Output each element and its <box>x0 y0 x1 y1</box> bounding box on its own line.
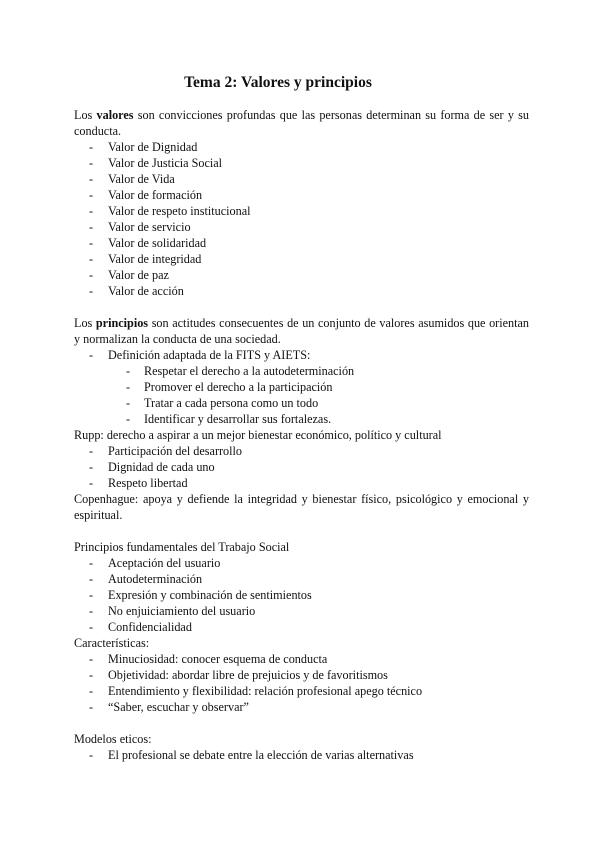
bullet-dash: - <box>89 172 94 186</box>
list-item-text: Valor de paz <box>108 268 169 282</box>
list-item-text: Valor de Vida <box>108 172 175 186</box>
bullet-dash: - <box>89 748 94 762</box>
copenhague-paragraph: Copenhague: apoya y defiende la integridad y bienestar físico, psicológico y emocional y espiritual. <box>74 492 529 522</box>
list-item-text: Valor de solidaridad <box>108 236 207 250</box>
principios-intro <box>74 315 529 347</box>
bullet-dash: - <box>89 572 94 586</box>
bullet-dash: - <box>89 252 94 266</box>
bullet-dash: - <box>89 348 94 362</box>
valores-term: valores <box>96 108 134 122</box>
modelos-heading: Modelos eticos: <box>74 732 152 746</box>
fundamentales-heading: Principios fundamentales del Trabajo Social <box>74 540 290 554</box>
list-item-text: Identificar y desarrollar sus fortalezas. <box>144 412 332 426</box>
bullet-dash: - <box>89 220 94 234</box>
page-title: Tema 2: Valores y principios <box>184 74 372 91</box>
list-item-text: No enjuiciamiento del usuario <box>108 604 256 618</box>
bullet-dash: - <box>89 604 94 618</box>
bullet-dash: - <box>89 268 94 282</box>
list-item-text: Tratar a cada persona como un todo <box>144 396 319 410</box>
list-item-text: Autodeterminación <box>108 572 203 586</box>
list-item-text: Dignidad de cada uno <box>108 460 215 474</box>
bullet-dash: - <box>126 364 131 378</box>
bullet-dash: - <box>89 652 94 666</box>
list-item-text: Entendimiento y flexibilidad: relación profesional apego técnico <box>108 684 423 698</box>
bullet-dash: - <box>89 460 94 474</box>
rupp-line: Rupp: derecho a aspirar a un mejor bienestar económico, político y cultural <box>74 428 442 442</box>
list-item-text: Respetar el derecho a la autodeterminación <box>144 364 355 378</box>
caracteristicas-heading: Características: <box>74 636 150 650</box>
valores-intro-pre: Los <box>74 108 93 122</box>
bullet-dash: - <box>126 396 131 410</box>
bullet-dash: - <box>89 284 94 298</box>
list-item-text: Minuciosidad: conocer esquema de conducta <box>108 652 328 666</box>
list-item-text: Confidencialidad <box>108 620 192 634</box>
valores-intro <box>74 107 529 139</box>
list-item-text: El profesional se debate entre la elección de varias alternativas <box>108 748 414 762</box>
bullet-dash: - <box>89 444 94 458</box>
principios-intro-post: son actitudes consecuentes de un conjunto de valores asumidos que orientan y normalizan la conducta de una sociedad. <box>74 316 530 346</box>
list-item-text: Expresión y combinación de sentimientos <box>108 588 312 602</box>
bullet-dash: - <box>89 140 94 154</box>
list-item-text: Valor de respeto institucional <box>108 204 251 218</box>
bullet-dash: - <box>89 204 94 218</box>
bullet-dash: - <box>126 380 131 394</box>
list-item-text: Participación del desarrollo <box>108 444 243 458</box>
bullet-dash: - <box>89 476 94 490</box>
valores-intro-post: son convicciones profundas que las personas determinan su forma de ser y su conducta. <box>74 108 529 138</box>
principios-term: principios <box>95 316 149 330</box>
bullet-dash: - <box>89 700 94 714</box>
list-item-text: Promover el derecho a la participación <box>144 380 333 394</box>
list-item-text: Valor de integridad <box>108 252 202 266</box>
bullet-dash: - <box>89 620 94 634</box>
list-item-text: Valor de formación <box>108 188 203 202</box>
bullet-dash: - <box>89 668 94 682</box>
list-item-text: “Saber, escuchar y observar” <box>108 700 249 714</box>
bullet-dash: - <box>89 588 94 602</box>
bullet-dash: - <box>126 412 131 426</box>
bullet-dash: - <box>89 236 94 250</box>
list-item-text: Valor de Justicia Social <box>108 156 223 170</box>
list-item-text: Aceptación del usuario <box>108 556 221 570</box>
bullet-dash: - <box>89 684 94 698</box>
list-item-text: Valor de Dignidad <box>108 140 198 154</box>
principios-intro-pre: Los <box>74 316 93 330</box>
bullet-dash: - <box>89 156 94 170</box>
list-item-text: Valor de acción <box>108 284 184 298</box>
list-item-text: Definición adaptada de la FITS y AIETS: <box>108 348 311 362</box>
bullet-dash: - <box>89 188 94 202</box>
bullet-dash: - <box>89 556 94 570</box>
list-item-text: Objetividad: abordar libre de prejuicios y de favoritismos <box>108 668 388 682</box>
list-item-text: Valor de servicio <box>108 220 191 234</box>
list-item-text: Respeto libertad <box>108 476 188 490</box>
